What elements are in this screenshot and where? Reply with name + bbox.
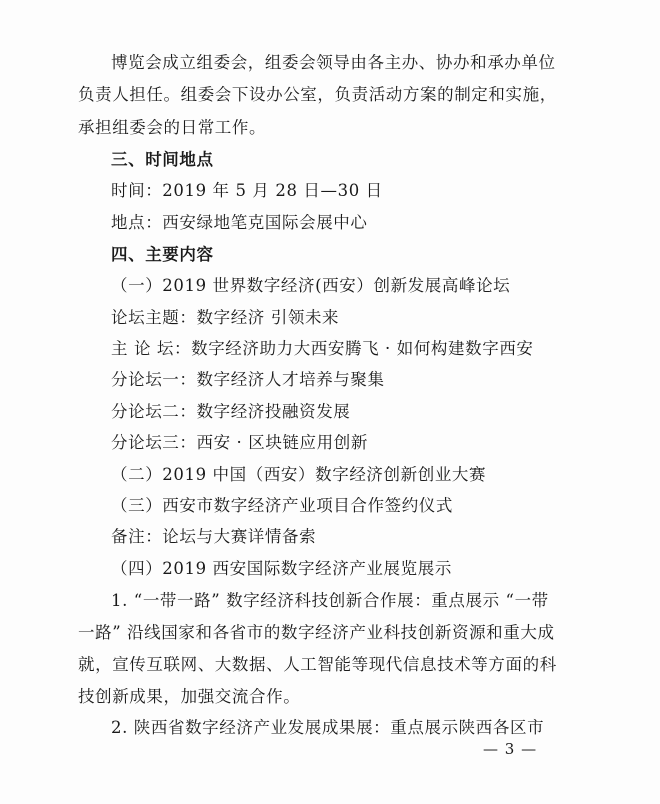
- body-text-line: 备注：论坛与大赛详情备索: [111, 527, 317, 546]
- body-text-line: 分论坛一：数字经济人才培养与聚集: [111, 370, 385, 389]
- body-text-line: 分论坛二：数字经济投融资发展: [111, 402, 351, 421]
- body-text-line: 时间：2019 年 5 月 28 日—30 日: [111, 181, 383, 200]
- subsection-line: （二）2019 中国（西安）数字经济创新创业大赛: [111, 465, 487, 484]
- body-text-line: 就，宣传互联网、大数据、人工智能等现代信息技术等方面的科: [78, 655, 557, 674]
- body-text-line: 2. 陕西省数字经济产业发展成果展：重点展示陕西各区市: [111, 718, 545, 737]
- body-text-line: 主 论 坛：数字经济助力大西安腾飞 · 如何构建数字西安: [111, 339, 534, 358]
- subsection-line: （一）2019 世界数字经济(西安）创新发展高峰论坛: [111, 276, 511, 295]
- body-text-line: 技创新成果，加强交流合作。: [78, 687, 301, 706]
- page-number: — 3 —: [483, 740, 538, 758]
- subsection-line: （三）西安市数字经济产业项目合作签约仪式: [111, 496, 453, 515]
- body-text-line: 博览会成立组委会，组委会领导由各主办、协办和承办单位: [111, 53, 556, 72]
- body-text-line: 分论坛三：西安 · 区块链应用创新: [111, 433, 368, 452]
- section-heading-time-place: 三、时间地点: [111, 150, 214, 169]
- body-text-line: 负责人担任。组委会下设办公室，负责活动方案的制定和实施，: [78, 85, 557, 104]
- body-text-line: 论坛主题：数字经济 引领未来: [111, 308, 340, 327]
- body-text-line: 地点：西安绿地笔克国际会展中心: [111, 213, 368, 232]
- body-text-line: 1. “一带一路” 数字经济科技创新合作展：重点展示 “一带: [111, 591, 549, 610]
- section-heading-main-content: 四、主要内容: [111, 245, 214, 264]
- subsection-line: （四）2019 西安国际数字经济产业展览展示: [111, 559, 452, 578]
- body-text-line: 一路” 沿线国家和各省市的数字经济产业科技创新资源和重大成: [78, 623, 555, 642]
- body-text-line: 承担组委会的日常工作。: [78, 118, 267, 137]
